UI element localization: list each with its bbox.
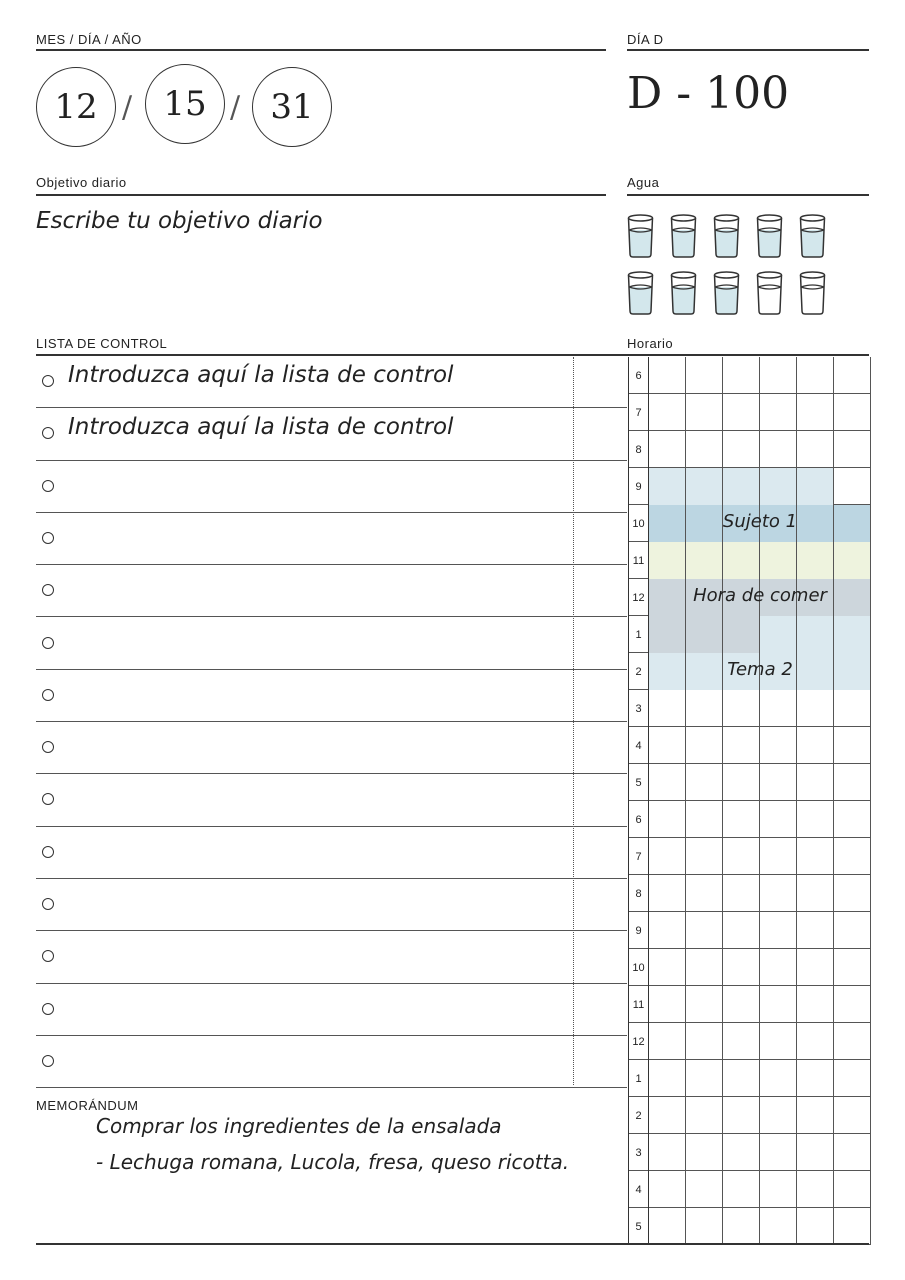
schedule-cell[interactable] [686, 616, 723, 653]
hour-label: 8 [629, 875, 649, 912]
checklist-item[interactable] [36, 1036, 627, 1088]
checkbox-circle-icon[interactable] [42, 741, 54, 753]
water-glass-filled-icon[interactable] [799, 214, 826, 258]
schedule-cell[interactable] [797, 875, 834, 912]
schedule-row [629, 468, 871, 505]
schedule-row [629, 875, 871, 912]
schedule-cell[interactable] [686, 1097, 723, 1134]
checklist-label: LISTA DE CONTROL [36, 336, 168, 351]
schedule-cell[interactable] [686, 875, 723, 912]
schedule-cell[interactable] [797, 1023, 834, 1060]
schedule-cell[interactable] [834, 357, 871, 394]
schedule-cell[interactable] [834, 1023, 871, 1060]
checkbox-circle-icon[interactable] [42, 1003, 54, 1015]
schedule-cell[interactable] [686, 357, 723, 394]
schedule-cell[interactable] [723, 875, 760, 912]
schedule-cell[interactable] [760, 1097, 797, 1134]
schedule-cell[interactable] [760, 542, 797, 579]
checkbox-circle-icon[interactable] [42, 427, 54, 439]
checklist-item[interactable] [36, 984, 627, 1036]
hour-label: 1 [629, 1060, 649, 1097]
schedule-cell[interactable] [686, 838, 723, 875]
checkbox-circle-icon[interactable] [42, 375, 54, 387]
schedule-cell[interactable] [834, 542, 871, 579]
schedule-cell[interactable] [760, 949, 797, 986]
schedule-row [629, 838, 871, 875]
schedule-cell[interactable] [723, 690, 760, 727]
schedule-cell[interactable] [723, 912, 760, 949]
schedule-cell[interactable] [834, 764, 871, 801]
schedule-cell[interactable] [797, 1060, 834, 1097]
hour-label: 6 [629, 357, 649, 394]
divider [627, 194, 869, 196]
schedule-cell[interactable] [723, 1023, 760, 1060]
schedule-cell[interactable] [797, 949, 834, 986]
month-field[interactable]: 12 [36, 67, 116, 147]
checklist-item[interactable] [36, 670, 627, 722]
hour-label: 2 [629, 1097, 649, 1134]
hour-label: 5 [629, 764, 649, 801]
schedule-cell[interactable] [649, 616, 686, 653]
schedule-cell[interactable] [760, 764, 797, 801]
schedule-cell[interactable] [649, 1023, 686, 1060]
hour-label: 12 [629, 579, 649, 616]
schedule-cell[interactable] [649, 431, 686, 468]
checklist-item[interactable] [36, 565, 627, 617]
separator: / [230, 90, 241, 125]
schedule-cell[interactable] [686, 690, 723, 727]
schedule-cell[interactable] [760, 727, 797, 764]
schedule-cell[interactable] [760, 1171, 797, 1208]
hour-label: 2 [629, 653, 649, 690]
water-glass-filled-icon[interactable] [627, 214, 654, 258]
hour-label: 5 [629, 1208, 649, 1245]
schedule-cell[interactable] [760, 394, 797, 431]
hour-label: 11 [629, 542, 649, 579]
checklist-item-text[interactable]: Introduzca aquí la lista de control [68, 362, 454, 388]
water-glass-filled-icon[interactable] [713, 271, 740, 315]
schedule-cell[interactable] [834, 875, 871, 912]
goal-text[interactable]: Escribe tu objetivo diario [36, 208, 323, 234]
schedule-cell[interactable] [834, 986, 871, 1023]
year-field[interactable]: 31 [252, 67, 332, 147]
water-glass-filled-icon[interactable] [713, 214, 740, 258]
schedule-cell[interactable] [834, 1097, 871, 1134]
day-field[interactable]: 15 [145, 64, 225, 144]
schedule-cell[interactable] [649, 949, 686, 986]
schedule-cell[interactable] [723, 394, 760, 431]
checkbox-circle-icon[interactable] [42, 637, 54, 649]
checkbox-circle-icon[interactable] [42, 898, 54, 910]
schedule-cell[interactable] [723, 1097, 760, 1134]
schedule-cell[interactable] [797, 838, 834, 875]
divider [627, 354, 869, 356]
schedule-cell[interactable] [723, 431, 760, 468]
schedule-cell[interactable] [649, 690, 686, 727]
schedule-row [629, 912, 871, 949]
schedule-cell[interactable] [760, 616, 797, 653]
hour-label: 4 [629, 727, 649, 764]
schedule-cell[interactable] [760, 357, 797, 394]
schedule-cell[interactable] [760, 431, 797, 468]
schedule-cell[interactable] [834, 431, 871, 468]
schedule-row [629, 357, 871, 394]
schedule-cell[interactable] [723, 1171, 760, 1208]
schedule-cell[interactable] [686, 1023, 723, 1060]
schedule-cell[interactable] [723, 986, 760, 1023]
schedule-cell[interactable] [797, 394, 834, 431]
schedule-cell[interactable] [649, 394, 686, 431]
schedule-row [629, 1023, 871, 1060]
hour-label: 11 [629, 986, 649, 1023]
checklist-item[interactable] [36, 408, 627, 460]
hour-label: 1 [629, 616, 649, 653]
schedule-row [629, 801, 871, 838]
schedule-row [629, 394, 871, 431]
schedule-cell[interactable] [760, 986, 797, 1023]
dday-value[interactable]: D - 100 [627, 68, 790, 119]
schedule-cell[interactable] [834, 394, 871, 431]
schedule-cell[interactable] [649, 801, 686, 838]
schedule-cell[interactable] [723, 1134, 760, 1171]
schedule-cell[interactable] [649, 1134, 686, 1171]
schedule-cell[interactable] [834, 949, 871, 986]
hour-label: 10 [629, 949, 649, 986]
water-glass-filled-icon[interactable] [670, 271, 697, 315]
water-glass-empty-icon[interactable] [756, 271, 783, 315]
checkbox-circle-icon[interactable] [42, 1055, 54, 1067]
schedule-cell[interactable] [797, 1134, 834, 1171]
schedule-cell[interactable] [834, 690, 871, 727]
hour-label: 8 [629, 431, 649, 468]
schedule-cell[interactable] [686, 764, 723, 801]
hour-label: 7 [629, 838, 649, 875]
hour-label: 3 [629, 690, 649, 727]
schedule-row [629, 1097, 871, 1134]
bottom-rule [36, 1243, 869, 1245]
schedule-cell[interactable] [797, 616, 834, 653]
schedule-cell[interactable] [686, 986, 723, 1023]
checklist-item-text[interactable]: Introduzca aquí la lista de control [68, 414, 454, 441]
schedule-row [629, 727, 871, 764]
schedule-cell[interactable] [649, 1171, 686, 1208]
hour-label: 10 [629, 505, 649, 542]
schedule-cell[interactable] [797, 764, 834, 801]
schedule-cell[interactable] [797, 1171, 834, 1208]
schedule-cell[interactable] [723, 1060, 760, 1097]
schedule-cell[interactable] [797, 357, 834, 394]
schedule-cell[interactable] [649, 1097, 686, 1134]
schedule-cell[interactable] [723, 801, 760, 838]
schedule-cell[interactable] [686, 1060, 723, 1097]
checklist-item[interactable] [36, 461, 627, 513]
schedule-cell[interactable] [723, 764, 760, 801]
memo-label: MEMORÁNDUM [36, 1098, 139, 1113]
schedule-cell[interactable] [760, 468, 797, 505]
checklist-item[interactable] [36, 618, 627, 670]
schedule-grid [628, 357, 870, 1245]
schedule-cell[interactable] [834, 1208, 871, 1245]
schedule-event[interactable]: Sujeto 1 [722, 511, 798, 532]
schedule-row [629, 542, 871, 579]
schedule-cell[interactable] [760, 690, 797, 727]
schedule-cell[interactable] [686, 468, 723, 505]
schedule-cell[interactable] [686, 1134, 723, 1171]
schedule-cell[interactable] [797, 468, 834, 505]
checklist-item[interactable] [36, 722, 627, 774]
schedule-row [629, 1134, 871, 1171]
dday-label: DÍA D [627, 32, 664, 47]
schedule-cell[interactable] [760, 801, 797, 838]
schedule-cell[interactable] [760, 1060, 797, 1097]
checklist-item[interactable] [36, 827, 627, 879]
schedule-cell[interactable] [760, 875, 797, 912]
schedule-cell[interactable] [797, 727, 834, 764]
schedule-cell[interactable] [834, 912, 871, 949]
schedule-cell[interactable] [723, 727, 760, 764]
schedule-cell[interactable] [723, 1208, 760, 1245]
hour-label: 6 [629, 801, 649, 838]
hour-label: 9 [629, 468, 649, 505]
hour-label: 9 [629, 912, 649, 949]
schedule-cell[interactable] [797, 1208, 834, 1245]
goal-label: Objetivo diario [36, 175, 127, 190]
schedule-cell[interactable] [686, 1208, 723, 1245]
schedule-cell[interactable] [797, 1097, 834, 1134]
schedule-cell[interactable] [760, 912, 797, 949]
schedule-cell[interactable] [686, 912, 723, 949]
schedule-cell[interactable] [760, 838, 797, 875]
divider [627, 49, 869, 51]
schedule-row [629, 1171, 871, 1208]
schedule-cell[interactable] [686, 727, 723, 764]
schedule-cell[interactable] [797, 986, 834, 1023]
schedule-cell[interactable] [649, 357, 686, 394]
checklist-item[interactable] [36, 774, 627, 826]
memo-line[interactable]: Comprar los ingredientes de la ensalada [96, 1114, 502, 1138]
schedule-cell[interactable] [797, 431, 834, 468]
schedule-cell[interactable] [649, 838, 686, 875]
checklist-item[interactable] [36, 931, 627, 983]
schedule-cell[interactable] [834, 1060, 871, 1097]
schedule-cell[interactable] [834, 616, 871, 653]
water-glass-filled-icon[interactable] [670, 214, 697, 258]
schedule-event[interactable]: Hora de comer [693, 585, 827, 606]
checkbox-circle-icon[interactable] [42, 532, 54, 544]
schedule-cell[interactable] [649, 727, 686, 764]
schedule-cell[interactable] [797, 801, 834, 838]
schedule-cell[interactable] [686, 394, 723, 431]
separator: / [122, 90, 133, 125]
hour-label: 3 [629, 1134, 649, 1171]
schedule-cell[interactable] [649, 1208, 686, 1245]
schedule-cell[interactable] [686, 542, 723, 579]
checklist-item[interactable] [36, 356, 627, 408]
schedule-cell[interactable] [723, 542, 760, 579]
schedule-cell[interactable] [649, 986, 686, 1023]
schedule-event[interactable]: Tema 2 [727, 659, 793, 680]
checkbox-circle-icon[interactable] [42, 480, 54, 492]
dotted-divider [573, 357, 574, 1085]
checkbox-circle-icon[interactable] [42, 689, 54, 701]
water-glass-filled-icon[interactable] [756, 214, 783, 258]
checklist-item[interactable] [36, 879, 627, 931]
schedule-cell[interactable] [686, 1171, 723, 1208]
checkbox-circle-icon[interactable] [42, 950, 54, 962]
checkbox-circle-icon[interactable] [42, 793, 54, 805]
schedule-cell[interactable] [834, 1171, 871, 1208]
date-label: MES / DÍA / AÑO [36, 32, 142, 47]
schedule-cell[interactable] [760, 1134, 797, 1171]
water-label: Agua [627, 175, 660, 190]
schedule-cell[interactable] [649, 542, 686, 579]
memo-line[interactable]: - Lechuga romana, Lucola, fresa, queso ricotta. [96, 1150, 570, 1174]
schedule-cell[interactable] [760, 1208, 797, 1245]
schedule-label: Horario [627, 336, 674, 351]
schedule-cell[interactable] [797, 690, 834, 727]
checkbox-circle-icon[interactable] [42, 584, 54, 596]
schedule-row [629, 616, 871, 653]
schedule-cell[interactable] [649, 468, 686, 505]
schedule-cell[interactable] [686, 949, 723, 986]
schedule-cell[interactable] [649, 764, 686, 801]
schedule-row [629, 690, 871, 727]
schedule-cell[interactable] [723, 357, 760, 394]
schedule-cell[interactable] [723, 468, 760, 505]
schedule-cell[interactable] [723, 838, 760, 875]
schedule-row [629, 986, 871, 1023]
checklist-item[interactable] [36, 513, 627, 565]
schedule-row [629, 431, 871, 468]
schedule-row [629, 1060, 871, 1097]
schedule-cell[interactable] [834, 838, 871, 875]
schedule-cell[interactable] [723, 949, 760, 986]
schedule-cell[interactable] [649, 912, 686, 949]
schedule-cell[interactable] [686, 801, 723, 838]
schedule-cell[interactable] [686, 431, 723, 468]
schedule-cell[interactable] [834, 727, 871, 764]
schedule-cell[interactable] [834, 468, 871, 505]
checkbox-circle-icon[interactable] [42, 846, 54, 858]
schedule-row [629, 1208, 871, 1245]
hour-label: 4 [629, 1171, 649, 1208]
divider [36, 49, 606, 51]
water-glass-filled-icon[interactable] [627, 271, 654, 315]
schedule-cell[interactable] [834, 1134, 871, 1171]
schedule-cell[interactable] [760, 1023, 797, 1060]
water-glass-empty-icon[interactable] [799, 271, 826, 315]
schedule-cell[interactable] [649, 875, 686, 912]
schedule-cell[interactable] [649, 1060, 686, 1097]
schedule-cell[interactable] [723, 616, 760, 653]
schedule-cell[interactable] [834, 801, 871, 838]
schedule-cell[interactable] [797, 542, 834, 579]
schedule-cell[interactable] [797, 912, 834, 949]
hour-label: 12 [629, 1023, 649, 1060]
hour-label: 7 [629, 394, 649, 431]
schedule-row [629, 949, 871, 986]
divider [36, 194, 606, 196]
schedule-row [629, 764, 871, 801]
